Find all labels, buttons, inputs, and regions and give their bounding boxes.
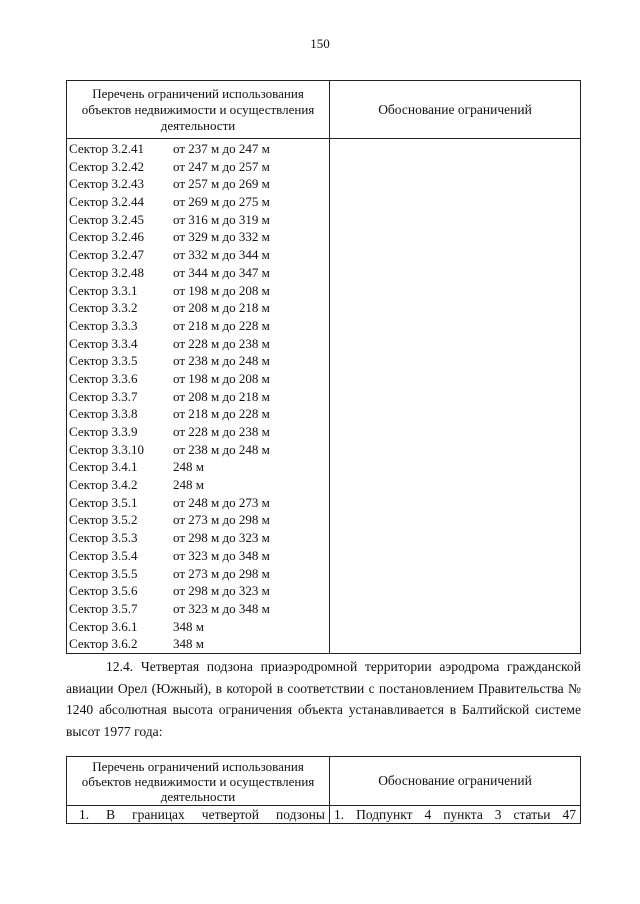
justification-text: [330, 806, 580, 823]
sector-name: Сектор 3.3.2: [69, 300, 138, 316]
sector-row: [67, 317, 329, 335]
table-body-row: [67, 139, 581, 654]
sector-list-cell: [67, 139, 330, 654]
sector-name: Сектор 3.2.47: [69, 247, 145, 263]
cell-word: 4: [424, 807, 432, 822]
sector-name: Сектор 3.5.1: [69, 494, 138, 510]
sector-row: [67, 140, 329, 158]
sector-name: Сектор 3.2.48: [69, 264, 145, 280]
sector-height-range: 348 м: [173, 636, 204, 652]
sector-list: [67, 139, 329, 653]
sector-row: [67, 211, 329, 229]
sector-row: [67, 175, 329, 193]
sector-row: [67, 423, 329, 441]
cell-word: подзоны: [276, 807, 325, 822]
sector-row: [67, 158, 329, 176]
cell-word: статьи: [513, 807, 551, 822]
sector-row: [67, 228, 329, 246]
sector-height-range: от 208 м до 218 м: [173, 388, 270, 404]
sector-height-range: от 248 м до 273 м: [173, 494, 270, 510]
sector-height-range: 348 м: [173, 618, 204, 634]
sector-row: [67, 352, 329, 370]
sector-row: [67, 264, 329, 282]
sector-name: Сектор 3.2.42: [69, 158, 145, 174]
sector-row: [67, 547, 329, 565]
table-header-row: [67, 81, 581, 139]
sector-row: [67, 582, 329, 600]
cell-word: 1.: [334, 807, 345, 822]
cell-word: границах: [132, 807, 185, 822]
sector-row: [67, 529, 329, 547]
header-justification: Обоснование ограничений: [330, 757, 581, 806]
cell-word: 1.: [79, 807, 90, 822]
sector-row: [67, 458, 329, 476]
sector-row: [67, 494, 329, 512]
justification-cell: [330, 139, 581, 654]
sector-name: Сектор 3.3.1: [69, 282, 138, 298]
sector-name: Сектор 3.3.9: [69, 424, 138, 439]
sector-name: Сектор 3.3.5: [69, 353, 138, 369]
sector-row: [67, 282, 329, 300]
sector-height-range: от 238 м до 248 м: [173, 353, 270, 369]
sector-name: Сектор 3.3.4: [69, 335, 138, 351]
sector-height-range: от 269 м до 275 м: [173, 194, 270, 210]
restriction-text: [67, 806, 329, 823]
sector-row: [67, 476, 329, 494]
sector-name: Сектор 3.2.41: [69, 141, 145, 156]
sector-row: [67, 299, 329, 317]
restriction-cell: [67, 806, 330, 824]
page-number: 150: [310, 36, 330, 51]
sector-row: [67, 246, 329, 264]
sector-name: Сектор 3.5.4: [69, 547, 138, 563]
fourth-subzone-table: [66, 756, 581, 824]
justification-cell: [330, 806, 581, 824]
header-restrictions-list: Перечень ограничений использования объектов недвижимости и осуществления деятельности: [67, 81, 330, 139]
sector-height-range: от 273 м до 298 м: [173, 565, 270, 581]
sector-height-range: от 218 м до 228 м: [173, 406, 270, 422]
sector-name: Сектор 3.5.6: [69, 583, 138, 599]
sector-name: Сектор 3.2.46: [69, 229, 145, 245]
table-row: [67, 806, 581, 824]
sector-name: Сектор 3.5.2: [69, 512, 138, 528]
sector-height-range: от 238 м до 248 м: [173, 441, 270, 457]
sector-name: Сектор 3.4.2: [69, 477, 138, 493]
sector-height-range: от 316 м до 319 м: [173, 211, 270, 227]
sector-height-range: от 198 м до 208 м: [173, 370, 270, 386]
cell-word: Подпункт: [356, 807, 413, 822]
sector-height-range: 248 м: [173, 477, 204, 493]
sector-name: Сектор 3.3.8: [69, 406, 138, 422]
sector-row: [67, 370, 329, 388]
sector-name: Сектор 3.6.1: [69, 618, 138, 634]
sector-height-range: от 323 м до 348 м: [173, 547, 270, 563]
sector-row: [67, 388, 329, 406]
sector-name: Сектор 3.4.1: [69, 459, 138, 475]
sector-height-range: от 273 м до 298 м: [173, 512, 270, 528]
sector-row: [67, 635, 329, 653]
sector-height-range: от 228 м до 238 м: [173, 335, 270, 351]
sector-height-range: от 208 м до 218 м: [173, 300, 270, 316]
restrictions-table: [66, 80, 581, 654]
sector-height-range: от 344 м до 347 м: [173, 264, 270, 280]
sector-name: Сектор 3.5.7: [69, 600, 138, 616]
cell-word: 3: [494, 807, 502, 822]
sector-height-range: от 247 м до 257 м: [173, 158, 270, 174]
sector-name: Сектор 3.5.5: [69, 565, 138, 581]
sector-row: [67, 565, 329, 583]
sector-height-range: от 329 м до 332 м: [173, 229, 270, 245]
sector-height-range: от 332 м до 344 м: [173, 247, 270, 263]
sector-row: [67, 193, 329, 211]
sector-height-range: 248 м: [173, 459, 204, 475]
sector-height-range: от 228 м до 238 м: [173, 424, 270, 439]
sector-name: Сектор 3.2.44: [69, 194, 145, 210]
sector-row: [67, 511, 329, 529]
paragraph-text: 12.4. Четвертая подзона приаэродромной территории аэродрома гражданской авиации Орел (Южный), в которой в соответствии с постановлением Правительства № 1240 абсолютная высота ограничения объекта устанавливается в Балтийской системе высот 1977 года:: [66, 659, 581, 739]
sector-row: [67, 618, 329, 636]
cell-word: 47: [562, 807, 576, 822]
sector-row: [67, 405, 329, 423]
header-restrictions-list: Перечень ограничений использования объектов недвижимости и осуществления деятельности: [67, 757, 330, 806]
sector-name: Сектор 3.3.3: [69, 317, 138, 333]
sector-height-range: от 298 м до 323 м: [173, 530, 270, 546]
cell-word: четвертой: [201, 807, 260, 822]
sector-row: [67, 600, 329, 618]
sector-name: Сектор 3.3.10: [69, 441, 145, 457]
sector-height-range: от 257 м до 269 м: [173, 176, 270, 192]
sector-name: Сектор 3.3.7: [69, 388, 138, 404]
sector-height-range: от 298 м до 323 м: [173, 583, 270, 599]
sector-row: [67, 441, 329, 459]
sector-height-range: от 237 м до 247 м: [173, 141, 270, 156]
sector-name: Сектор 3.2.45: [69, 211, 145, 227]
sector-height-range: от 218 м до 228 м: [173, 317, 270, 333]
sector-name: Сектор 3.6.2: [69, 636, 138, 652]
sector-name: Сектор 3.3.6: [69, 370, 138, 386]
sector-height-range: от 323 м до 348 м: [173, 600, 270, 616]
sector-name: Сектор 3.2.43: [69, 176, 145, 192]
header-justification: Обоснование ограничений: [330, 81, 581, 139]
sector-row: [67, 335, 329, 353]
section-paragraph: [66, 656, 581, 742]
sector-name: Сектор 3.5.3: [69, 530, 138, 546]
cell-word: В: [106, 807, 116, 822]
table-header-row: [67, 757, 581, 806]
sector-height-range: от 198 м до 208 м: [173, 282, 270, 298]
cell-word: пункта: [443, 807, 483, 822]
